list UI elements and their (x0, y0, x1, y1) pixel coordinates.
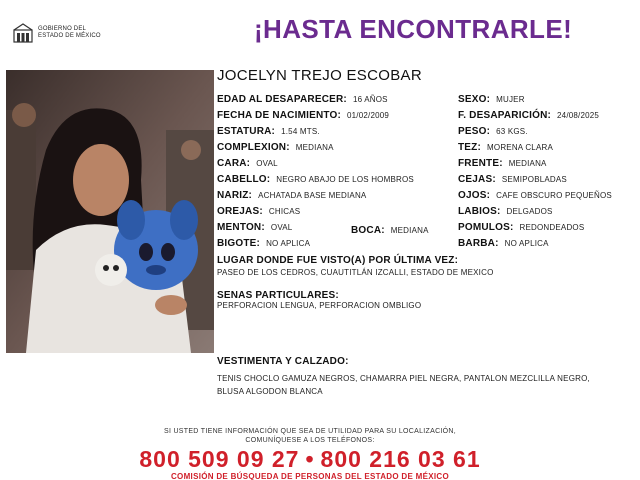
field-value: ACHATADA BASE MEDIANA (258, 191, 367, 200)
field-label: CARA: (217, 158, 251, 169)
field-mustache (217, 239, 310, 249)
field-cheekbones (458, 223, 584, 233)
person-photo (6, 70, 214, 353)
phone-numbers (0, 446, 620, 473)
field-value: OVAL (256, 159, 278, 168)
field-label: OJOS: (458, 190, 491, 201)
field-value: OVAL (270, 223, 293, 232)
field-value: NO APLICA (504, 239, 549, 248)
field-label: COMPLEXION: (217, 142, 290, 153)
gov-line-2: ESTADO DE MÉXICO (38, 33, 101, 39)
field-hair (217, 175, 414, 185)
field-label: SEXO: (458, 94, 491, 105)
field-value: CHICAS (268, 207, 301, 216)
contact-note-line-2: COMUNÍQUESE A LOS TELÉFONOS: (245, 437, 375, 444)
field-label: LABIOS: (458, 206, 501, 217)
marks-text: PERFORACION LENGUA, PERFORACION OMBLIGO (217, 301, 422, 310)
field-label: BIGOTE: (217, 238, 261, 249)
field-label: BOCA: (351, 225, 385, 236)
field-label: FRENTE: (458, 158, 503, 169)
clothing-title: VESTIMENTA Y CALZADO: (217, 356, 349, 367)
field-disappearance-date (458, 111, 599, 121)
last-seen-text: PASEO DE LOS CEDROS, CUAUTITLÁN IZCALLI, ESTADO DE MEXICO (217, 268, 494, 277)
phone-separator: • (305, 446, 315, 472)
field-value: NO APLICA (266, 239, 311, 248)
field-label: MENTON: (217, 222, 265, 233)
field-sex (458, 95, 525, 105)
phone-number-2[interactable]: 800 216 03 61 (320, 446, 481, 472)
field-value: REDONDEADOS (519, 223, 585, 232)
field-label: CEJAS: (458, 174, 496, 185)
headline: ¡HASTA ENCONTRARLE! (254, 14, 573, 44)
field-weight (458, 127, 528, 137)
marks-title: SENAS PARTICULARES: (217, 290, 339, 301)
field-value: MORENA CLARA (487, 143, 554, 152)
field-value: 01/02/2009 (347, 111, 390, 120)
field-eyes (458, 191, 612, 201)
government-name (38, 26, 101, 40)
field-lips (458, 207, 553, 217)
government-logo (12, 22, 101, 44)
field-value: 24/08/2025 (557, 111, 600, 120)
commission-name: COMISIÓN DE BÚSQUEDA DE PERSONAS DEL ESTADO DE MÉXICO (170, 472, 449, 480)
field-label: EDAD AL DESAPARECER: (217, 94, 347, 105)
gov-line-1: GOBIERNO DEL (38, 26, 87, 32)
field-label: NARIZ: (217, 190, 253, 201)
field-mouth (351, 226, 429, 236)
field-value: 16 AÑOS (352, 95, 388, 104)
clothing-text: TENIS CHOCLO GAMUZA NEGROS, CHAMARRA PIEL NEGRA, PANTALON MEZCLILLA NEGRO, BLUSA ALGODON BLANCA (217, 374, 590, 396)
field-label: OREJAS: (217, 206, 263, 217)
field-age (217, 95, 388, 105)
last-seen-title: LUGAR DONDE FUE VISTO(A) POR ÚLTIMA VEZ: (217, 255, 459, 266)
field-label: TEZ: (458, 142, 482, 153)
field-height (217, 127, 320, 137)
field-eyebrows (458, 175, 567, 185)
field-label: PESO: (458, 126, 491, 137)
field-face (217, 159, 278, 169)
field-value: 63 KGS. (496, 127, 528, 136)
field-label: F. DESAPARICIÓN: (458, 110, 552, 121)
field-value: MEDIANA (508, 159, 547, 168)
field-value: MUJER (496, 95, 525, 104)
field-ears (217, 207, 300, 217)
state-emblem-icon (12, 22, 34, 44)
field-complexion (458, 143, 553, 153)
field-value: CAFE OBSCURO PEQUEÑOS (496, 191, 612, 200)
field-chin (217, 223, 292, 233)
field-value: DELGADOS (506, 207, 553, 216)
contact-note (0, 427, 620, 445)
field-birthdate (217, 111, 389, 121)
field-value: NEGRO ABAJO DE LOS HOMBROS (276, 175, 414, 184)
field-value: MEDIANA (295, 143, 334, 152)
person-name: JOCELYN TREJO ESCOBAR (217, 67, 422, 84)
field-label: BARBA: (458, 238, 499, 249)
field-beard (458, 239, 549, 249)
field-value: SEMIPOBLADAS (501, 175, 567, 184)
field-value: 1.54 MTS. (281, 127, 320, 136)
field-label: POMULOS: (458, 222, 514, 233)
field-build (217, 143, 334, 153)
field-nose (217, 191, 366, 201)
contact-note-line-1: SI USTED TIENE INFORMACIÓN QUE SEA DE UTILIDAD PARA SU LOCALIZACIÓN, (163, 428, 457, 435)
field-forehead (458, 159, 547, 169)
phone-number-1[interactable]: 800 509 09 27 (139, 446, 300, 472)
field-label: ESTATURA: (217, 126, 276, 137)
field-label: CABELLO: (217, 174, 271, 185)
field-label: FECHA DE NACIMIENTO: (217, 110, 341, 121)
field-value: MEDIANA (390, 226, 429, 235)
